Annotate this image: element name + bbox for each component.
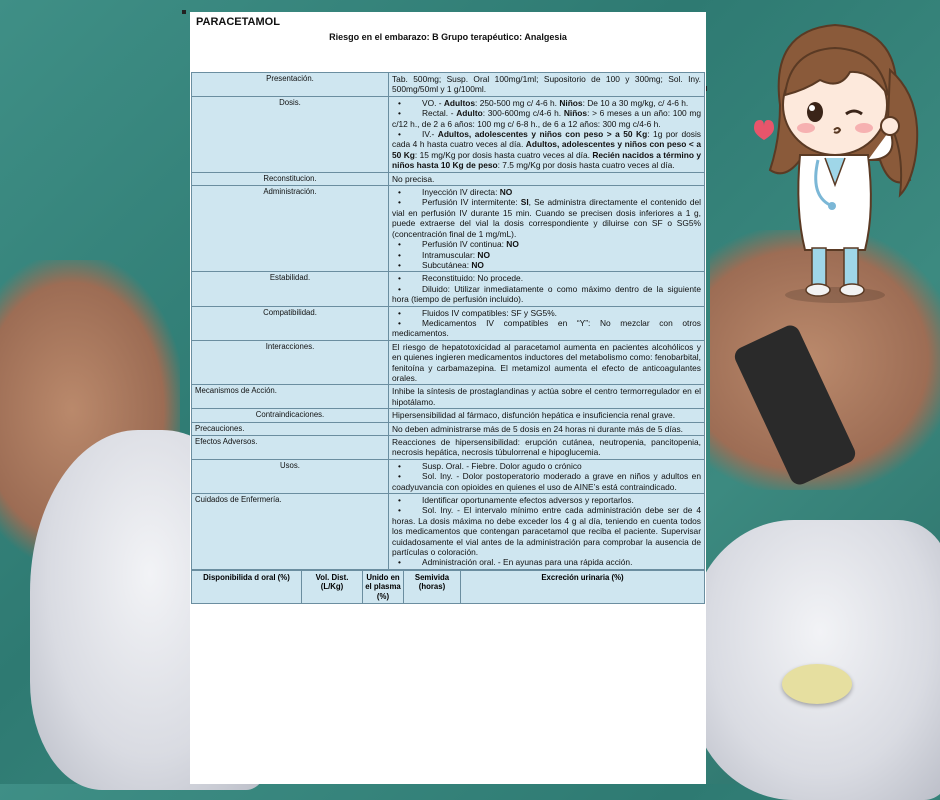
row-presentacion bbox=[192, 73, 705, 97]
row-label: Usos. bbox=[192, 459, 389, 493]
drug-monograph-sheet bbox=[190, 12, 706, 784]
row-value: Reacciones de hipersensibilidad: erupción cutánea, neutropenia, pancitopenia, necrosis hepática, necrosis túbulorrenal e hipoglucemia. bbox=[389, 436, 705, 460]
doctor-girl-sticker bbox=[740, 10, 930, 310]
pk-header-semivida: Semivida (horas) bbox=[404, 570, 461, 604]
drug-subtitle: Riesgo en el embarazo: B Grupo terapéutico: Analgesia bbox=[329, 32, 567, 42]
row-value: • Identificar oportunamente efectos adversos y reportarlos. • Sol. Iny. - El intervalo mínimo entre cada administración debe ser de 4 horas. La dosis máxima no debe exceder los 4 g al día, teniendo en cuenta todos los medicamentos que contengan paracetamol que reciba el paciente. Supervisar cuidadosamente el vial antes de la administración para comprobar la ausencia de partículas o coloración. • Administración oral. - En ayunas para una rápida acción. bbox=[389, 494, 705, 570]
pk-header-excrecion: Excreción urinaria (%) bbox=[461, 570, 705, 604]
row-cuidados bbox=[192, 494, 705, 570]
row-value: • Inyección IV directa: NO • Perfusión IV intermitente: SI, Se administra directamente el contenido del vial en perfusión IV durante 15 min. Cuando se precisen dosis inferiores a 1 g, puede extraerse del vial la dosis correspondiente y diluirse con SF o SG5% (concentración final de 1 mg/mL). • Perfusión IV continua: NO • Intramuscular: NO • Subcutánea: NO bbox=[389, 186, 705, 272]
drug-name: PARACETAMOL bbox=[196, 16, 280, 28]
row-reconstitucion bbox=[192, 172, 705, 185]
background-glove-right bbox=[690, 520, 940, 800]
row-label: Presentación. bbox=[192, 73, 389, 97]
row-label: Estabilidad. bbox=[192, 272, 389, 306]
row-value: Tab. 500mg; Susp. Oral 100mg/1ml; Supositorio de 100 y 300mg; Sol. Iny. 500mg/50ml y 1 g/100ml. bbox=[389, 73, 705, 97]
row-value: No deben administrarse más de 5 dosis en 24 horas ni durante más de 5 días. bbox=[389, 422, 705, 435]
row-estabilidad bbox=[192, 272, 705, 306]
row-label: Compatibilidad. bbox=[192, 306, 389, 340]
row-value: • Susp. Oral. - Fiebre. Dolor agudo o crónico • Sol. Iny. - Dolor postoperatorio moderado a grave en niños y adultos en coadyuvancia con opioides en quienes el uso de AINE’s está contraindicado. bbox=[389, 459, 705, 493]
row-usos bbox=[192, 459, 705, 493]
dose-vo: • VO. - Adultos: 250-500 mg c/ 4-6 h. Niños: De 10 a 30 mg/kg, c/ 4-6 h. bbox=[392, 98, 701, 108]
pk-header-unido: Unido en el plasma (%) bbox=[363, 570, 404, 604]
row-label: Cuidados de Enfermería. bbox=[192, 494, 389, 570]
row-label: Efectos Adversos. bbox=[192, 436, 389, 460]
row-value: Inhibe la síntesis de prostaglandinas y actúa sobre el centro termorregulador en el hipotálamo. bbox=[389, 385, 705, 409]
row-value: Hipersensibilidad al fármaco, disfunción hepática e insuficiencia renal grave. bbox=[389, 409, 705, 422]
row-label: Dosis. bbox=[192, 96, 389, 172]
row-contraindicaciones bbox=[192, 409, 705, 422]
pill-image bbox=[782, 664, 852, 704]
row-compatibilidad bbox=[192, 306, 705, 340]
row-label: Mecanismos de Acción. bbox=[192, 385, 389, 409]
row-administracion bbox=[192, 186, 705, 272]
row-value: • Fluidos IV compatibles: SF y SG5%. • Medicamentos IV compatibles en “Y”: No mezclar con otros medicamentos. bbox=[389, 306, 705, 340]
corner-mark bbox=[182, 10, 186, 14]
dose-rectal: • Rectal. - Adulto: 300-600mg c/4-6 h. Niños: > 6 meses a un año: 100 mg c/12 h., de 2 a 6 años: 100 mg c/ 6-8 h., de 6 a 12 años: 300 mg c/4-6 h. bbox=[392, 108, 701, 129]
pharmacokinetics-table bbox=[191, 570, 705, 605]
row-dosis bbox=[192, 96, 705, 172]
row-label: Interacciones. bbox=[192, 340, 389, 385]
row-mecanismo bbox=[192, 385, 705, 409]
row-label: Administración. bbox=[192, 186, 389, 272]
row-label: Precauciones. bbox=[192, 422, 389, 435]
dose-iv: • IV.- Adultos, adolescentes y niños con peso > a 50 Kg: 1g por dosis cada 4 h hasta cuatro veces al día. Adultos, adolescentes y niños con peso < a 50 Kg: 15 mg/Kg por dosis hasta cuatro veces al día. Recién nacidos a término y niños hasta 10 Kg de peso: 7.5 mg/Kg por dosis hasta cuatro veces al día. bbox=[392, 129, 701, 171]
pk-header-disponibilidad: Disponibilida d oral (%) bbox=[192, 570, 302, 604]
row-value bbox=[389, 96, 705, 172]
row-interacciones bbox=[192, 340, 705, 385]
row-precauciones bbox=[192, 422, 705, 435]
pk-header-vol-dist: Vol. Dist. (L/Kg) bbox=[302, 570, 363, 604]
drug-info-table bbox=[191, 72, 705, 570]
row-label: Reconstitucion. bbox=[192, 172, 389, 185]
row-label: Contraindicaciones. bbox=[192, 409, 389, 422]
row-value: • Reconstituido: No procede. • Diluido: Utilizar inmediatamente o como máximo dentro de la siguiente hora (tiempo de perfusión incluido). bbox=[389, 272, 705, 306]
row-value: No precisa. bbox=[389, 172, 705, 185]
row-value: El riesgo de hepatotoxicidad al paracetamol aumenta en pacientes alcohólicos y en quienes ingieren medicamentos inductores del metabolismo como: fenobarbital, fenitoína y carbamazepina. El metamizol aumenta el efecto de anticoagulantes orales. bbox=[389, 340, 705, 385]
row-efectos bbox=[192, 436, 705, 460]
pk-header-row bbox=[192, 570, 705, 604]
